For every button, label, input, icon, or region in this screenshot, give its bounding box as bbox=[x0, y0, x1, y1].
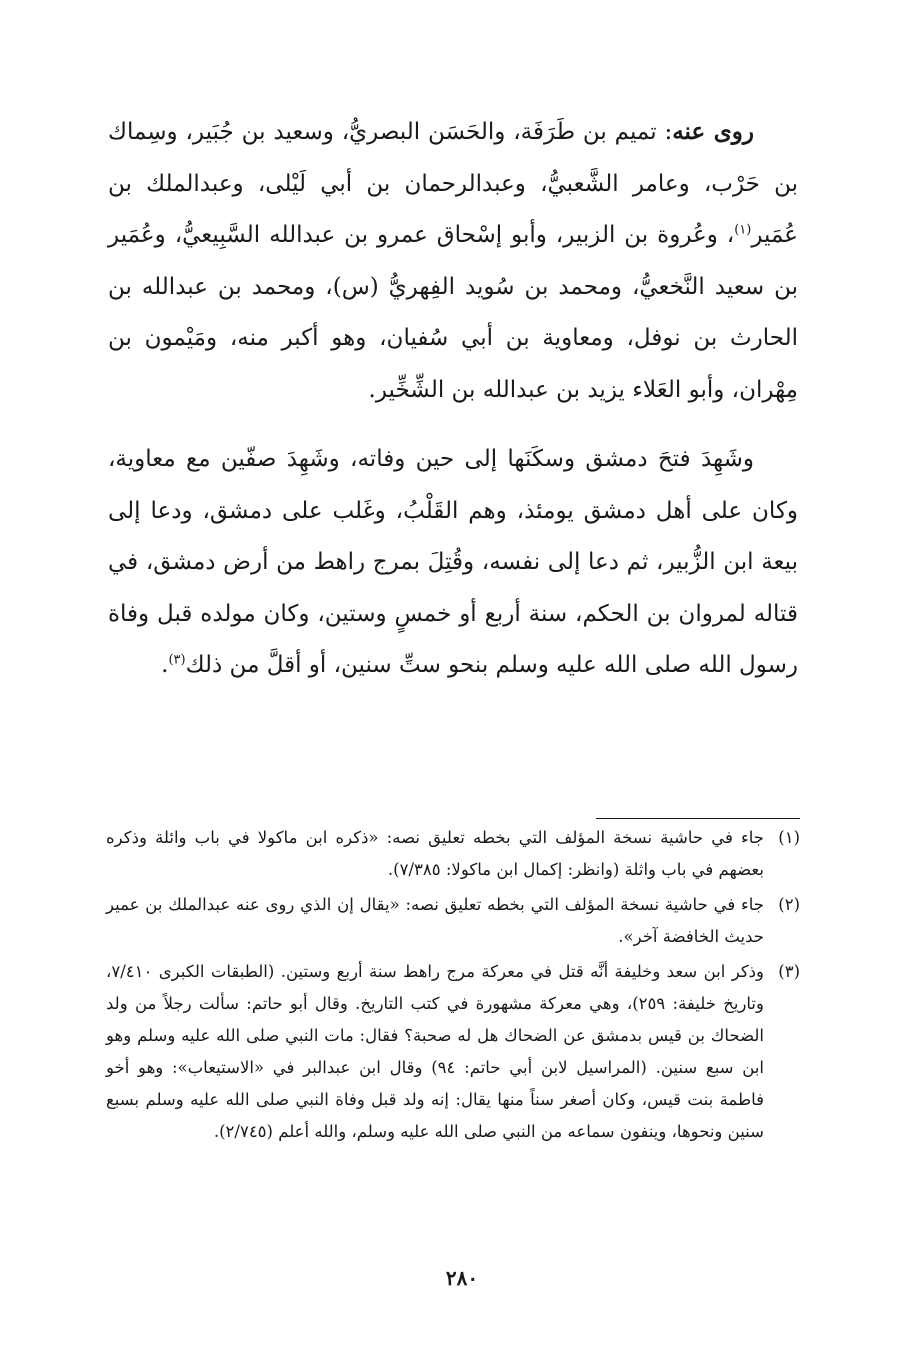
footnote-text: وذكر ابن سعد وخليفة أنَّه قتل في معركة مرج راهط سنة أربع وستين. (الطبقات الكبرى ٧/٤١٠، وتاريخ خليفة: ٢٥٩)، وهي معركة مشهورة في كتب التاريخ. وقال أبو حاتم: سألت رجلاً من ولد الضحاك بن قيس بدمشق عن الضحاك هل له صحبة؟ فقال: مات النبي صلى الله عليه وسلم وهو ابن سبع سنين. (المراسيل لابن أبي حاتم: ٩٤) وقال ابن عبدالبر في «الاستيعاب»: وهو أخو فاطمة بنت قيس، وكان أصغر سناً منها يقال: إنه ولد قبل وفاة النبي صلى الله عليه وسلم بسبع سنين ونحوها، وينفون سماعه من النبي صلى الله عليه وسلم، والله أعلم (٢/٧٤٥). bbox=[106, 962, 764, 1141]
footnote-number: (٣) bbox=[778, 962, 800, 981]
paragraph-tail: ، وعُروة بن الزبير، وأبو إسْحاق عمرو بن عبدالله السَّبِيعيُّ، وعُمَير بن سعيد النَّخعيُّ، ومحمد بن سُويد الفِهريُّ (س)، ومحمد بن عبدالله بن الحارث بن نوفل، ومعاوية بن أبي سُفيان، وهو أكبر منه، ومَيْمون بن مِهْران، وأبو العَلاء يزيد بن عبدالله بن الشِّخِّير. bbox=[108, 222, 798, 403]
paragraph-text: وشَهِدَ فتحَ دمشق وسكَنَها إلى حين وفاته، وشَهِدَ صفّين مع معاوية، وكان على أهل دمشق يومئذ، وهم القَلْبُ، وغَلب على دمشق، ودعا إلى بيعة ابن الزُّبير، ثم دعا إلى نفسه، وقُتِلَ بمرج راهط من أرض دمشق، في قتاله لمروان بن الحكم، سنة أربع أو خمسٍ وستين، وكان مولده قبل وفاة رسول الله صلى الله عليه وسلم بنحو ستِّ سنين، أو أقلَّ من ذلك bbox=[108, 446, 798, 678]
footnote-ref-3: (٣) bbox=[168, 652, 186, 668]
footnote-number: (١) bbox=[778, 828, 800, 847]
footnote-text: جاء في حاشية نسخة المؤلف التي بخطه تعليق نصه: «يقال إن الذي روى عنه عبدالملك بن عمير حديث الخافضة آخر». bbox=[106, 895, 764, 946]
footnote-3 bbox=[106, 956, 800, 1148]
footnote-divider bbox=[596, 818, 800, 819]
footnote-ref-1: (١) bbox=[734, 222, 752, 238]
footnote-number: (٢) bbox=[778, 895, 800, 914]
paragraph-narrators bbox=[108, 106, 798, 416]
footnotes bbox=[106, 822, 800, 1151]
footnote-1 bbox=[106, 822, 800, 886]
footnote-text: جاء في حاشية نسخة المؤلف التي بخطه تعليق نصه: «ذكره ابن ماكولا في باب وائلة وذكره بعضهم في باب واثلة (وانظر: إكمال ابن ماكولا: ٧/٣٨٥). bbox=[106, 828, 764, 879]
paragraph-tail: . bbox=[161, 652, 169, 678]
footnote-2 bbox=[106, 889, 800, 953]
main-text bbox=[108, 106, 798, 692]
paragraph-lead: روى عنه bbox=[672, 118, 754, 145]
paragraph-biography bbox=[108, 434, 798, 692]
page-number: ٢٨٠ bbox=[445, 1266, 479, 1290]
paragraph-text: : تميم بن طَرَفَة، والحَسَن البصريُّ، وسعيد بن جُبَير، وسِماك بن حَرْب، وعامر الشَّعبيُّ، وعبدالرحمان بن أبي لَيْلى، وعبدالملك بن عُمَير bbox=[108, 119, 798, 248]
